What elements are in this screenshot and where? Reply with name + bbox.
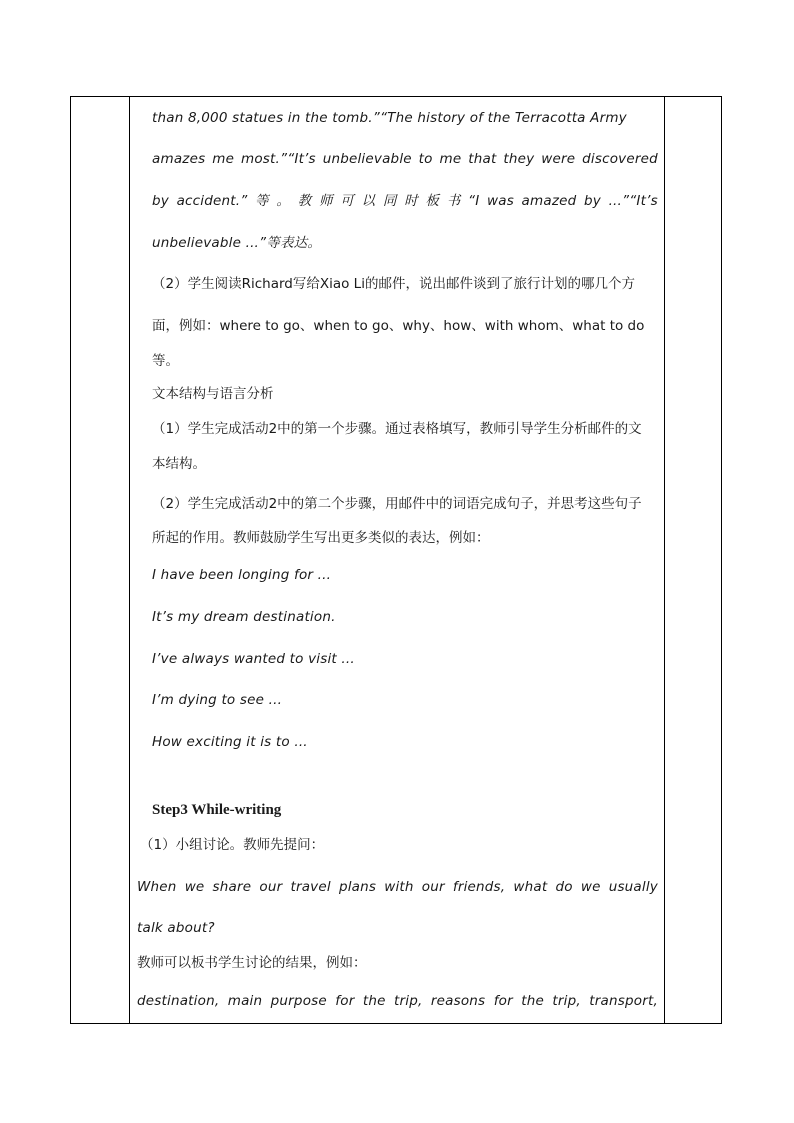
word: unbelievable: [322, 151, 412, 167]
word: with: [384, 879, 414, 895]
text-line-10: 本结构。: [152, 456, 206, 472]
word: what: [513, 879, 548, 895]
word: 。: [276, 193, 291, 209]
text-line-7: 等。: [152, 353, 179, 369]
step3-heading: Step3 While-writing: [152, 802, 282, 818]
word: amazed: [521, 193, 577, 209]
word: trip,: [394, 993, 423, 1009]
word: amazes: [152, 151, 206, 167]
word: we: [184, 879, 205, 895]
word: main: [227, 993, 263, 1009]
word: the: [362, 993, 386, 1009]
section-heading-text-structure: 文本结构与语言分析: [152, 386, 274, 402]
word: 时: [404, 193, 418, 209]
text-line-23: [137, 991, 658, 1011]
word: 可: [340, 193, 354, 209]
word: our: [421, 879, 445, 895]
word: were: [541, 151, 576, 167]
text-line-2: [152, 149, 658, 169]
example-line-3: I’ve always wanted to visit ...: [152, 651, 355, 667]
text-line-20: [137, 877, 658, 897]
example-line-1: I have been longing for ...: [152, 567, 332, 583]
word: discovered: [582, 151, 658, 167]
word: our: [259, 879, 283, 895]
table-column-divider-left: [129, 96, 130, 1024]
word: 教: [297, 193, 312, 209]
word: that: [468, 151, 497, 167]
text-line-5: （2）学生阅读Richard写给Xiao Li的邮件，说出邮件谈到了旅行计划的哪几个方: [152, 276, 635, 292]
word: When: [137, 879, 177, 895]
example-line-5: How exciting it is to ...: [152, 734, 308, 750]
text-line-1: than 8,000 statues in the tomb.”“The history of the Terracotta Army: [152, 110, 627, 126]
text-line-19: （1）小组讨论。教师先提问：: [140, 837, 325, 853]
text-line-3: [152, 191, 658, 211]
word: plans: [338, 879, 377, 895]
word: by: [584, 193, 601, 209]
word: the: [521, 993, 545, 1009]
word: me: [212, 151, 235, 167]
word: for: [335, 993, 355, 1009]
example-line-2: It’s my dream destination.: [152, 609, 336, 625]
word: 书: [446, 193, 461, 209]
example-line-4: I’m dying to see ...: [152, 692, 283, 708]
word: 板: [425, 193, 440, 209]
word: “I: [468, 193, 480, 209]
text-line-4: unbelievable ...”等表达。: [152, 235, 322, 251]
word: we: [580, 879, 601, 895]
word: me: [439, 151, 462, 167]
text-line-12: 所起的作用。教师鼓励学生写出更多类似的表达，例如：: [152, 530, 490, 546]
word: trip,: [552, 993, 581, 1009]
word: 等: [255, 193, 269, 209]
word: to: [418, 151, 433, 167]
word: 同: [382, 193, 397, 209]
word: ...”“It’s: [608, 193, 658, 209]
word: purpose: [270, 993, 327, 1009]
word: most.”“It’s: [240, 151, 316, 167]
word: they: [503, 151, 535, 167]
word: was: [487, 193, 514, 209]
word: do: [555, 879, 573, 895]
word: for: [493, 993, 513, 1009]
word: share: [212, 879, 252, 895]
text-line-21: talk about?: [137, 920, 215, 936]
word: transport,: [589, 993, 658, 1009]
text-line-6: 面，例如：where to go、when to go、why、how、with whom、what to do: [152, 318, 645, 334]
word: usually: [608, 879, 658, 895]
word: reasons: [430, 993, 486, 1009]
word: accident.”: [176, 193, 248, 209]
table-column-divider-right: [664, 96, 665, 1024]
word: by: [152, 193, 169, 209]
text-line-11: （2）学生完成活动2中的第二个步骤，用邮件中的词语完成句子，并思考这些句子: [152, 496, 642, 512]
text-line-9: （1）学生完成活动2中的第一个步骤。通过表格填写，教师引导学生分析邮件的文: [152, 421, 642, 437]
word: 师: [318, 193, 333, 209]
word: 以: [361, 193, 376, 209]
word: destination,: [137, 993, 220, 1009]
word: friends,: [452, 879, 506, 895]
text-line-22: 教师可以板书学生讨论的结果，例如：: [137, 955, 367, 971]
word: travel: [290, 879, 331, 895]
